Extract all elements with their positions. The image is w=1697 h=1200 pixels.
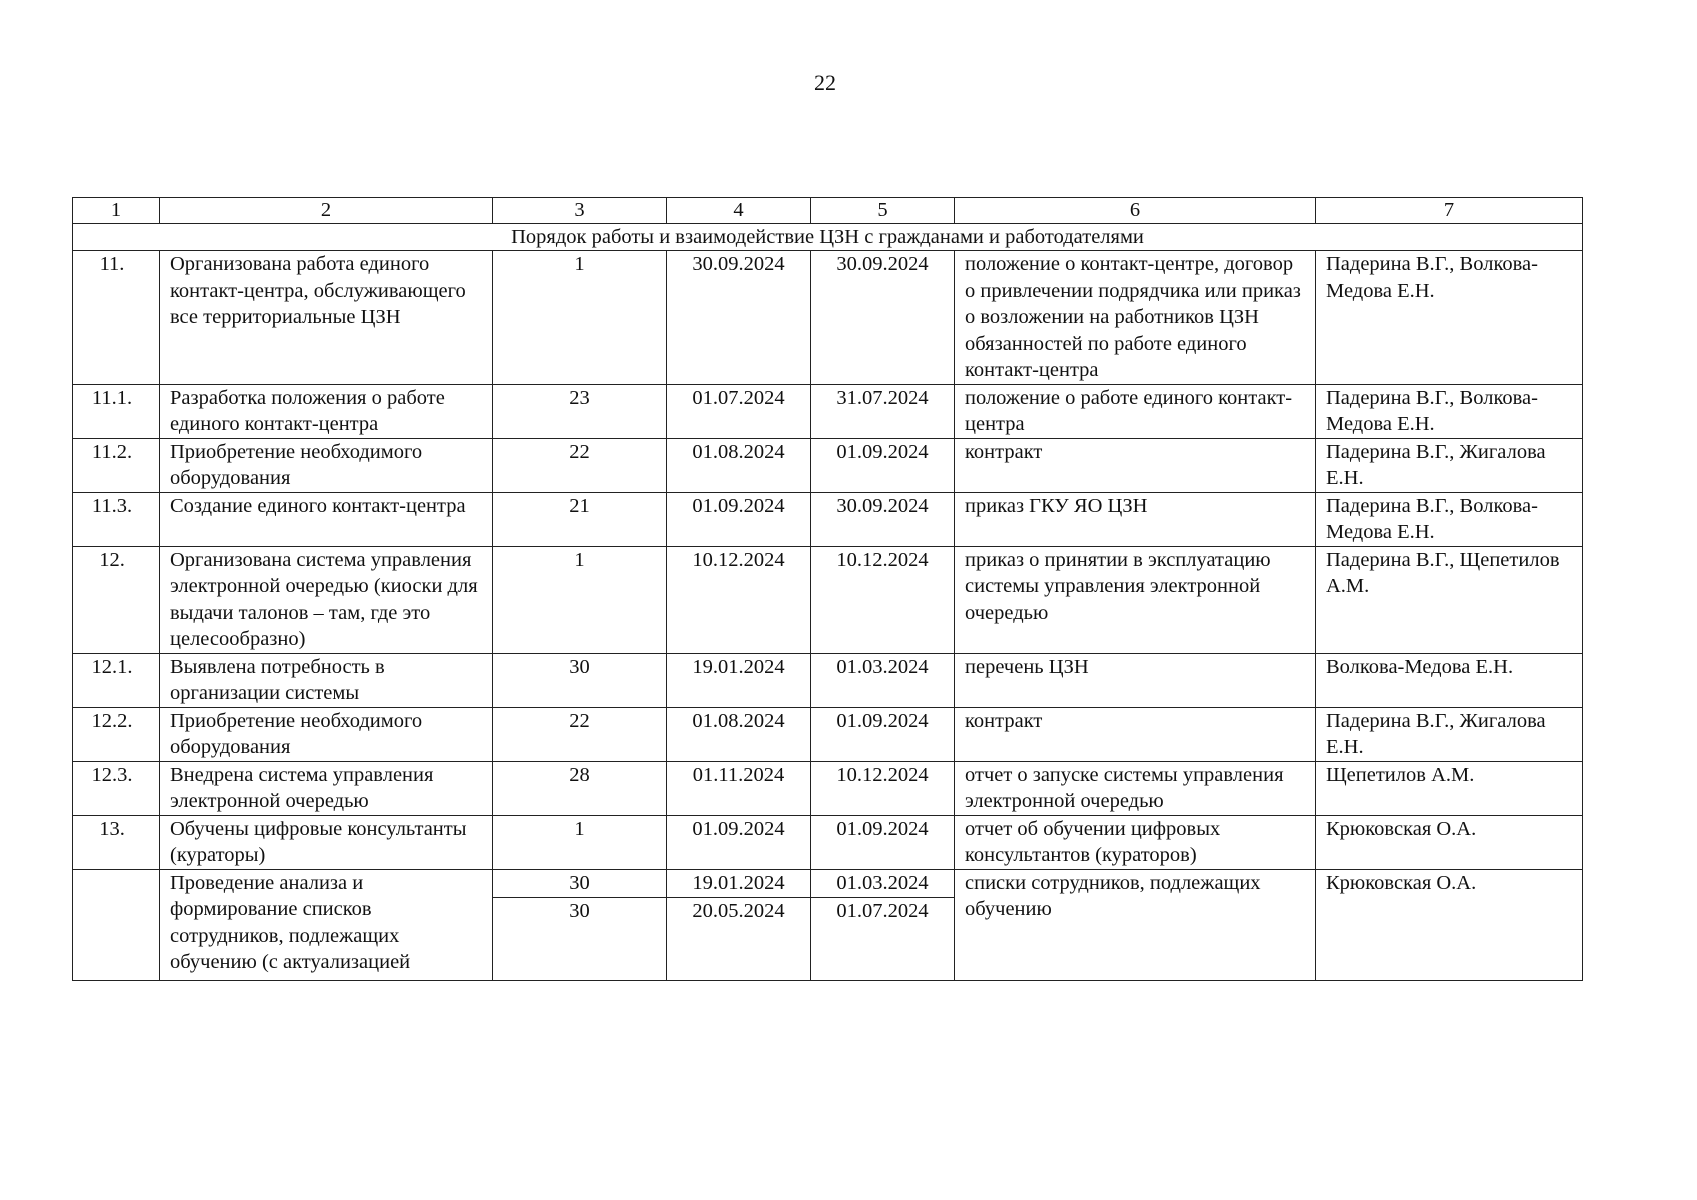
header-cell: 6 [955,198,1316,224]
row-responsible: Щепетилов А.М. [1316,761,1583,815]
table-row [73,815,1583,869]
row-document: приказ о принятии в эксплуатацию системы управления электронной очередью [955,546,1316,653]
row-value: 1 [493,815,667,869]
table-row [73,869,1583,897]
row-document: контракт [955,438,1316,492]
header-cell: 7 [1316,198,1583,224]
row-end-date: 01.03.2024 [811,653,955,707]
page-number: 22 [814,70,836,95]
row-end-date: 01.03.2024 [811,869,955,897]
table-row [73,492,1583,546]
row-number: 12. [73,546,160,653]
row-start-date: 01.09.2024 [667,492,811,546]
section-title: Порядок работы и взаимодействие ЦЗН с гражданами и работодателями [73,224,1583,251]
row-end-date: 01.09.2024 [811,707,955,761]
row-description: Приобретение необходимого оборудования [160,707,493,761]
row-document: отчет о запуске системы управления электронной очередью [955,761,1316,815]
row-start-date: 01.08.2024 [667,438,811,492]
table-row [73,707,1583,761]
row-end-date: 30.09.2024 [811,251,955,385]
row-document: отчет об обучении цифровых консультантов (кураторов) [955,815,1316,869]
row-end-date: 30.09.2024 [811,492,955,546]
row-description: Организована работа единого контакт-центра, обслуживающего все территориальные ЦЗН [160,251,493,385]
header-cell: 3 [493,198,667,224]
table-row [73,384,1583,438]
row-number: 12.2. [73,707,160,761]
row-description: Приобретение необходимого оборудования [160,438,493,492]
row-number [73,869,160,980]
row-responsible: Падерина В.Г., Щепетилов А.М. [1316,546,1583,653]
row-value: 30 [493,653,667,707]
row-description: Создание единого контакт-центра [160,492,493,546]
row-value: 30 [493,897,667,980]
row-end-date: 10.12.2024 [811,761,955,815]
table-row [73,251,1583,385]
row-document: приказ ГКУ ЯО ЦЗН [955,492,1316,546]
row-value: 21 [493,492,667,546]
row-end-date: 31.07.2024 [811,384,955,438]
row-start-date: 30.09.2024 [667,251,811,385]
row-description: Организована система управления электронной очередью (киоски для выдачи талонов – там, где это целесообразно) [160,546,493,653]
row-number: 13. [73,815,160,869]
row-number: 11.1. [73,384,160,438]
row-number: 12.3. [73,761,160,815]
row-end-date: 01.07.2024 [811,897,955,980]
row-number: 11.3. [73,492,160,546]
row-start-date: 01.09.2024 [667,815,811,869]
row-value: 22 [493,438,667,492]
row-start-date: 10.12.2024 [667,546,811,653]
row-value: 30 [493,869,667,897]
row-document: контракт [955,707,1316,761]
header-cell: 4 [667,198,811,224]
row-value: 1 [493,251,667,385]
row-document: списки сотрудников, подлежащих обучению [955,869,1316,980]
row-number: 11. [73,251,160,385]
action-plan-table [72,197,1583,981]
row-number: 12.1. [73,653,160,707]
table-row [73,546,1583,653]
row-start-date: 19.01.2024 [667,869,811,897]
row-value: 1 [493,546,667,653]
row-responsible: Падерина В.Г., Волкова-Медова Е.Н. [1316,492,1583,546]
header-cell: 5 [811,198,955,224]
row-responsible: Падерина В.Г., Жигалова Е.Н. [1316,707,1583,761]
table-row [73,761,1583,815]
row-start-date: 19.01.2024 [667,653,811,707]
row-start-date: 20.05.2024 [667,897,811,980]
table-row [73,653,1583,707]
table-row [73,438,1583,492]
row-description: Выявлена потребность в организации системы [160,653,493,707]
row-value: 28 [493,761,667,815]
row-start-date: 01.11.2024 [667,761,811,815]
row-end-date: 01.09.2024 [811,815,955,869]
row-document: положение о контакт-центре, договор о привлечении подрядчика или приказ о возложении на работников ЦЗН обязанностей по работе единого контакт-центра [955,251,1316,385]
row-description: Внедрена система управления электронной очередью [160,761,493,815]
row-end-date: 10.12.2024 [811,546,955,653]
row-start-date: 01.07.2024 [667,384,811,438]
header-row [73,198,1583,224]
row-responsible: Волкова-Медова Е.Н. [1316,653,1583,707]
row-document: перечень ЦЗН [955,653,1316,707]
row-description: Разработка положения о работе единого контакт-центра [160,384,493,438]
row-value: 22 [493,707,667,761]
row-responsible: Падерина В.Г., Волкова-Медова Е.Н. [1316,251,1583,385]
header-cell: 1 [73,198,160,224]
row-responsible: Крюковская О.А. [1316,815,1583,869]
row-responsible: Падерина В.Г., Волкова-Медова Е.Н. [1316,384,1583,438]
row-end-date: 01.09.2024 [811,438,955,492]
row-description: Проведение анализа и формирование списков сотрудников, подлежащих обучению (с актуализацией [160,869,493,980]
row-description: Обучены цифровые консультанты (кураторы) [160,815,493,869]
row-responsible: Падерина В.Г., Жигалова Е.Н. [1316,438,1583,492]
section-row [73,224,1583,251]
header-cell: 2 [160,198,493,224]
row-responsible: Крюковская О.А. [1316,869,1583,980]
row-number: 11.2. [73,438,160,492]
row-value: 23 [493,384,667,438]
row-start-date: 01.08.2024 [667,707,811,761]
row-document: положение о работе единого контакт-центра [955,384,1316,438]
